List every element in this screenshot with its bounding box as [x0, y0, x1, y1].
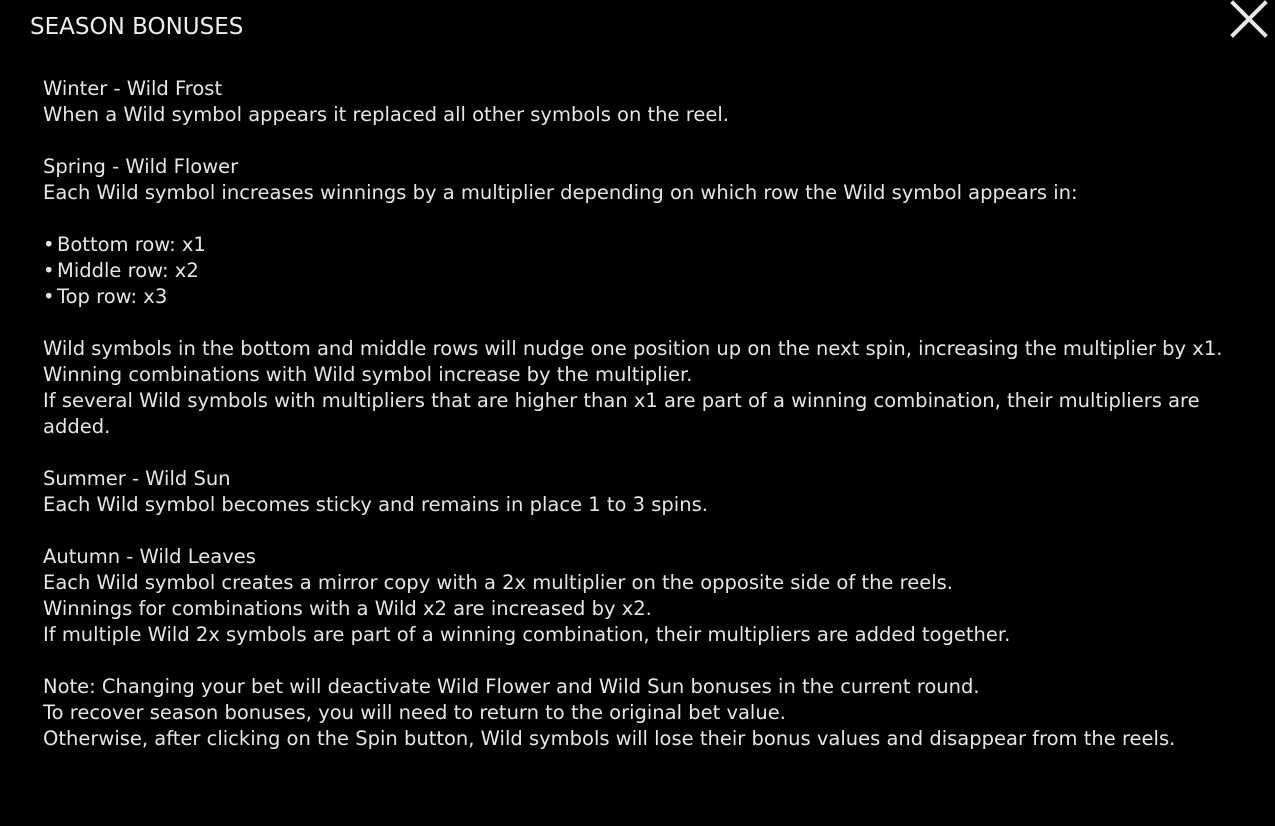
list-item: • Top row: x3 — [43, 285, 168, 308]
list-item: • Bottom row: x1 — [43, 233, 206, 256]
list-item: • Middle row: x2 — [43, 259, 199, 282]
section-text: Each Wild symbol increases winnings by a multiplier depending on which row the Wild symbol appears in: — [43, 181, 1078, 204]
section-autumn — [43, 544, 1258, 648]
section-winter — [43, 76, 1258, 128]
multiplier-list — [43, 232, 1258, 310]
section-text: When a Wild symbol appears it replaced all other symbols on the reel. — [43, 103, 729, 126]
section-text: Wild symbols in the bottom and middle rows will nudge one position up on the next spin, increasing the multiplier by x1. — [43, 337, 1223, 360]
close-button[interactable] — [1228, 0, 1270, 38]
section-heading-autumn: Autumn - Wild Leaves — [43, 545, 256, 568]
section-heading-winter: Winter - Wild Frost — [43, 77, 223, 100]
dialog-title: SEASON BONUSES — [30, 14, 244, 40]
section-heading-summer: Summer - Wild Sun — [43, 467, 231, 490]
section-text: If several Wild symbols with multipliers that are higher than x1 are part of a winning combination, their multipliers are added. — [43, 389, 1200, 438]
section-spring-details — [43, 336, 1258, 440]
section-text: Winnings for combinations with a Wild x2 are increased by x2. — [43, 597, 652, 620]
note-text: To recover season bonuses, you will need to return to the original bet value. — [43, 701, 786, 724]
section-note — [43, 674, 1258, 752]
note-text: Otherwise, after clicking on the Spin button, Wild symbols will lose their bonus values and disappear from the reels. — [43, 727, 1176, 750]
section-text: Each Wild symbol becomes sticky and remains in place 1 to 3 spins. — [43, 493, 708, 516]
section-summer — [43, 466, 1258, 518]
rules-content — [43, 76, 1258, 778]
section-text: If multiple Wild 2x symbols are part of a winning combination, their multipliers are added together. — [43, 623, 1011, 646]
section-text: Winning combinations with Wild symbol increase by the multiplier. — [43, 363, 693, 386]
note-text: Note: Changing your bet will deactivate Wild Flower and Wild Sun bonuses in the current round. — [43, 675, 980, 698]
section-text: Each Wild symbol creates a mirror copy with a 2x multiplier on the opposite side of the reels. — [43, 571, 953, 594]
close-icon — [1228, 0, 1270, 38]
section-spring — [43, 154, 1258, 206]
section-heading-spring: Spring - Wild Flower — [43, 155, 239, 178]
